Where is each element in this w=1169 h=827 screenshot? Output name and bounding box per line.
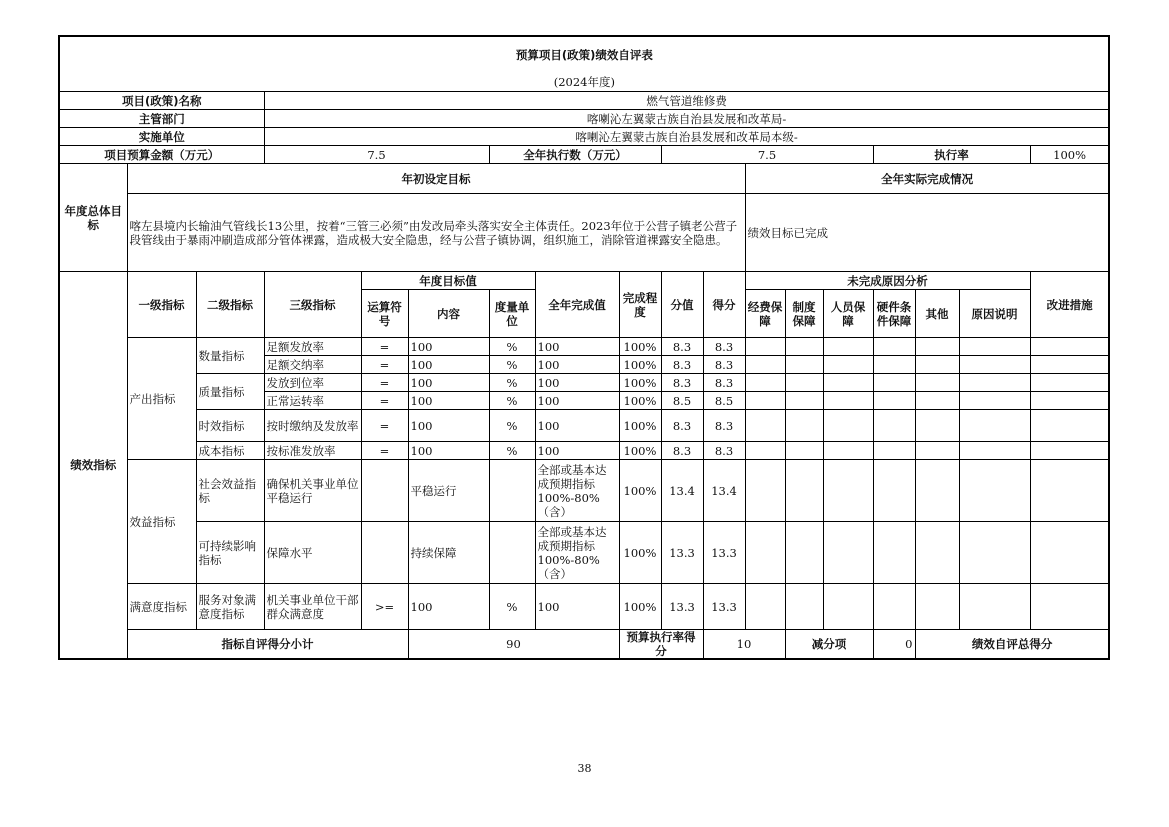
value-cell: 8.3: [661, 356, 703, 374]
table-row: [59, 522, 1109, 584]
score-cell: 8.5: [703, 392, 745, 410]
rate-value: 100%: [1030, 146, 1109, 164]
deduct-label: 减分项: [785, 630, 873, 660]
score-cell: 8.3: [703, 356, 745, 374]
header-score-value: 分值: [661, 272, 703, 338]
value-cell: 8.3: [661, 338, 703, 356]
score-cell: 13.3: [703, 522, 745, 584]
header-unit: 度量单位: [489, 290, 535, 338]
year-subtitle: (2024年度): [59, 73, 1109, 92]
level3-cell: 机关事业单位干部群众满意度: [264, 584, 361, 630]
page-number: 38: [577, 762, 592, 775]
op-cell: [361, 460, 408, 522]
header-reason-fund: 经费保障: [745, 290, 785, 338]
completion-cell: 100%: [619, 338, 661, 356]
header-level2: 二级指标: [196, 272, 264, 338]
op-cell: =: [361, 410, 408, 442]
project-name-label: 项目(政策)名称: [59, 92, 264, 110]
content-cell: 100: [408, 392, 489, 410]
indicators-section-label: 绩效指标: [59, 272, 127, 660]
unit-cell: [489, 522, 535, 584]
level3-cell: 足额发放率: [264, 338, 361, 356]
table-row: [59, 338, 1109, 356]
level3-cell: 按标准发放率: [264, 442, 361, 460]
header-target-group: 年度目标值: [361, 272, 535, 290]
unit-cell: %: [489, 356, 535, 374]
level1-cell: 产出指标: [127, 338, 196, 460]
level3-cell: 正常运转率: [264, 392, 361, 410]
header-reason-group: 未完成原因分析: [745, 272, 1030, 290]
unit-cell: %: [489, 410, 535, 442]
completion-cell: 100%: [619, 374, 661, 392]
score-cell: 8.3: [703, 410, 745, 442]
level2-cell: 时效指标: [196, 410, 264, 442]
content-cell: 100: [408, 584, 489, 630]
actual-cell: 100: [535, 584, 619, 630]
actual-cell: 100: [535, 442, 619, 460]
completion-cell: 100%: [619, 392, 661, 410]
level2-cell: 成本指标: [196, 442, 264, 460]
header-reason-hardware: 硬件条件保障: [873, 290, 915, 338]
content-cell: 100: [408, 338, 489, 356]
level1-cell: 满意度指标: [127, 584, 196, 630]
score-cell: 13.3: [703, 584, 745, 630]
table-row: [59, 460, 1109, 522]
unit-cell: %: [489, 374, 535, 392]
op-cell: [361, 522, 408, 584]
op-cell: >=: [361, 584, 408, 630]
budget-value: 7.5: [264, 146, 489, 164]
exec-value: 7.5: [661, 146, 873, 164]
level2-cell: 服务对象满意度指标: [196, 584, 264, 630]
impl-value: 喀喇沁左翼蒙古族自治县发展和改革局本级-: [264, 128, 1109, 146]
actual-cell: 100: [535, 374, 619, 392]
content-cell: 100: [408, 442, 489, 460]
level3-cell: 按时缴纳及发放率: [264, 410, 361, 442]
header-content: 内容: [408, 290, 489, 338]
header-reason-staff: 人员保障: [823, 290, 873, 338]
content-cell: 平稳运行: [408, 460, 489, 522]
actual-cell: 全部或基本达成预期指标100%-80%（含）: [535, 460, 619, 522]
deduct-value: 0: [873, 630, 915, 660]
content-cell: 100: [408, 374, 489, 392]
level2-cell: 质量指标: [196, 374, 264, 410]
header-completion: 完成程度: [619, 272, 661, 338]
level2-cell: 社会效益指标: [196, 460, 264, 522]
table-row: [59, 374, 1109, 392]
budget-score-value: 10: [703, 630, 785, 660]
table-row: [59, 410, 1109, 442]
unit-cell: %: [489, 392, 535, 410]
budget-label: 项目预算金额（万元）: [59, 146, 264, 164]
actual-goal-text: 绩效目标已完成: [745, 194, 1109, 272]
op-cell: =: [361, 442, 408, 460]
total-label: 绩效自评总得分: [915, 630, 1109, 660]
table-row: [59, 584, 1109, 630]
score-cell: 8.3: [703, 442, 745, 460]
planned-goal-text: 喀左县境内长输油气管线长13公里，按着“三管三必须”由发改局牵头落实安全主体责任。2023年位于公营子镇老公营子段管线由于暴雨冲刷造成部分管体裸露，造成极大安全隐患，经与公营子镇协调，组织施工，消除管道裸露安全隐患。: [127, 194, 745, 272]
actual-cell: 100: [535, 392, 619, 410]
subtotal-value: 90: [408, 630, 619, 660]
actual-cell: 100: [535, 410, 619, 442]
planned-goal-header: 年初设定目标: [127, 164, 745, 194]
level2-cell: 数量指标: [196, 338, 264, 374]
exec-label: 全年执行数（万元）: [489, 146, 661, 164]
rate-label: 执行率: [873, 146, 1030, 164]
content-cell: 100: [408, 356, 489, 374]
score-cell: 8.3: [703, 374, 745, 392]
header-op: 运算符号: [361, 290, 408, 338]
value-cell: 8.3: [661, 374, 703, 392]
evaluation-table: [58, 35, 1110, 660]
table-row: [59, 442, 1109, 460]
score-cell: 13.4: [703, 460, 745, 522]
op-cell: =: [361, 392, 408, 410]
value-cell: 13.3: [661, 584, 703, 630]
level3-cell: 发放到位率: [264, 374, 361, 392]
content-cell: 100: [408, 410, 489, 442]
header-actual: 全年完成值: [535, 272, 619, 338]
actual-goal-header: 全年实际完成情况: [745, 164, 1109, 194]
score-cell: 8.3: [703, 338, 745, 356]
level3-cell: 足额交纳率: [264, 356, 361, 374]
completion-cell: 100%: [619, 460, 661, 522]
header-score: 得分: [703, 272, 745, 338]
level3-cell: 确保机关事业单位平稳运行: [264, 460, 361, 522]
actual-cell: 100: [535, 356, 619, 374]
op-cell: =: [361, 338, 408, 356]
subtotal-label: 指标自评得分小计: [127, 630, 408, 660]
level2-cell: 可持续影响指标: [196, 522, 264, 584]
completion-cell: 100%: [619, 584, 661, 630]
completion-cell: 100%: [619, 442, 661, 460]
header-reason-system: 制度保障: [785, 290, 823, 338]
impl-label: 实施单位: [59, 128, 264, 146]
unit-cell: [489, 460, 535, 522]
header-level3: 三级指标: [264, 272, 361, 338]
completion-cell: 100%: [619, 522, 661, 584]
actual-cell: 全部或基本达成预期指标100%-80%（含）: [535, 522, 619, 584]
actual-cell: 100: [535, 338, 619, 356]
content-cell: 持续保障: [408, 522, 489, 584]
op-cell: =: [361, 374, 408, 392]
unit-cell: %: [489, 584, 535, 630]
header-reason-other: 其他: [915, 290, 959, 338]
unit-cell: %: [489, 442, 535, 460]
header-reason-desc: 原因说明: [959, 290, 1030, 338]
dept-label: 主管部门: [59, 110, 264, 128]
header-improve: 改进措施: [1030, 272, 1109, 338]
budget-score-label: 预算执行率得分: [619, 630, 703, 660]
header-level1: 一级指标: [127, 272, 196, 338]
completion-cell: 100%: [619, 410, 661, 442]
completion-cell: 100%: [619, 356, 661, 374]
dept-value: 喀喇沁左翼蒙古族自治县发展和改革局-: [264, 110, 1109, 128]
level1-cell: 效益指标: [127, 460, 196, 584]
value-cell: 8.3: [661, 442, 703, 460]
level3-cell: 保障水平: [264, 522, 361, 584]
project-name-value: 燃气管道维修费: [264, 92, 1109, 110]
value-cell: 8.5: [661, 392, 703, 410]
unit-cell: %: [489, 338, 535, 356]
value-cell: 13.4: [661, 460, 703, 522]
op-cell: =: [361, 356, 408, 374]
page-title: 预算项目(政策)绩效自评表: [59, 36, 1109, 73]
evaluation-sheet: [58, 35, 1110, 660]
value-cell: 13.3: [661, 522, 703, 584]
value-cell: 8.3: [661, 410, 703, 442]
goals-section-label: 年度总体目标: [59, 164, 127, 272]
